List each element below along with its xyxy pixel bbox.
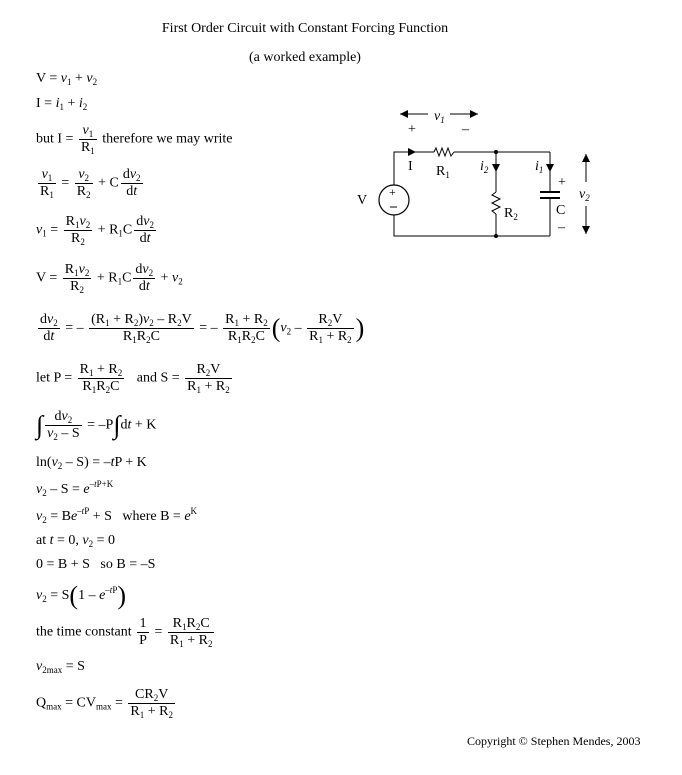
- eq-dv2dt: $\frac{dv_2}{dt}$ = – $\frac{(R_1 + R_2)v_2 - R_2V}{R_1R_2C}$ = – $\frac{R_1 + R_2}{R_1R_2C}$ ($v_2$ – $\frac{R_2V}{R_1 + R_2}$ ): [40, 312, 365, 345]
- i2-arrow-icon: [492, 164, 500, 172]
- cap-minus: –: [558, 220, 565, 235]
- capacitor-icon: [540, 192, 560, 198]
- resistor-r1-icon: [434, 148, 454, 156]
- eq-current-r1: but I = $\frac{v_1}{R_1}$ therefore we may write: [36, 123, 233, 156]
- i2-label: $i_2$: [480, 159, 489, 175]
- page-title: First Order Circuit with Constant Forcing Function: [161, 21, 449, 36]
- r1-label: $R_1$: [436, 164, 450, 180]
- eq-v: V = $\frac{R_1v_2}{R_2}$ + $R_1C$ $\frac{dv_2}{dt}$ + $v_2$: [36, 262, 183, 295]
- eq-time-constant: the time constant $\frac{1}{P}$ = $\frac{R_1R_2C}{R_1 + R_2}$: [36, 616, 213, 649]
- resistor-r2-icon: [492, 192, 500, 214]
- eq-node: $\frac{v_1}{R_1}$ = $\frac{v_2}{R_2}$ + C $\frac{dv_2}{dt}$: [40, 167, 141, 200]
- v1-plus: +: [408, 122, 416, 137]
- v2-label: $v_2$: [579, 187, 590, 203]
- eq-kvl: $V = v_1 + v_2$: [36, 71, 98, 87]
- i1-label: $i_1$: [535, 159, 544, 175]
- source-V-label: V: [357, 193, 368, 208]
- eq-v2max: $v_{2max} = S$: [36, 659, 85, 675]
- r2-label: $R_2$: [504, 206, 518, 222]
- source-minus: –: [390, 199, 397, 214]
- v1-label: $v_1$: [434, 109, 445, 125]
- current-I-label: I: [408, 159, 413, 174]
- eq-solve-b: 0 = B + S so B = –S: [36, 557, 156, 572]
- circuit-diagram: [350, 100, 610, 245]
- eq-general: $v_2 = Be^{-tP} + S$ where $B = e^K$: [36, 506, 198, 525]
- cap-plus: +: [558, 175, 566, 190]
- eq-log: $\ln(v_2 - S) = -tP + K$: [36, 455, 147, 471]
- i1-arrow-icon: [546, 164, 554, 172]
- eq-kcl: $I = i_1 + i_2$: [36, 96, 88, 112]
- eq-exp: $v_2 - S = e^{-tP+K}$: [36, 479, 114, 498]
- eq-initial: at t = 0, $v_2 = 0$: [36, 533, 116, 549]
- cap-C-label: C: [556, 203, 566, 218]
- v1-minus: –: [462, 122, 469, 137]
- eq-solution: $v_2 = S(1 - e^{-tP})$: [36, 581, 126, 610]
- page-subtitle: (a worked example): [249, 50, 361, 65]
- source-plus: +: [389, 185, 396, 199]
- copyright-notice: Copyright © Stephen Mendes, 2003: [467, 734, 641, 748]
- eq-integral: ∫ $\frac{dv_2}{v_2 - S}$ = –P∫dt + K: [36, 409, 157, 442]
- eq-v1: $v_1$ = $\frac{R_1v_2}{R_2}$ + $R_1C$ $\frac{dv_2}{dt}$: [36, 214, 154, 247]
- eq-qmax: $Q_{max} = CV_{max}$ = $\frac{CR_2V}{R_1 + R_2}$: [36, 687, 173, 720]
- eq-define-p-s: let P = $\frac{R_1 + R_2}{R_1R_2C}$ and S = $\frac{R_2V}{R_1 + R_2}$: [36, 362, 230, 395]
- current-arrow-icon: [408, 148, 416, 156]
